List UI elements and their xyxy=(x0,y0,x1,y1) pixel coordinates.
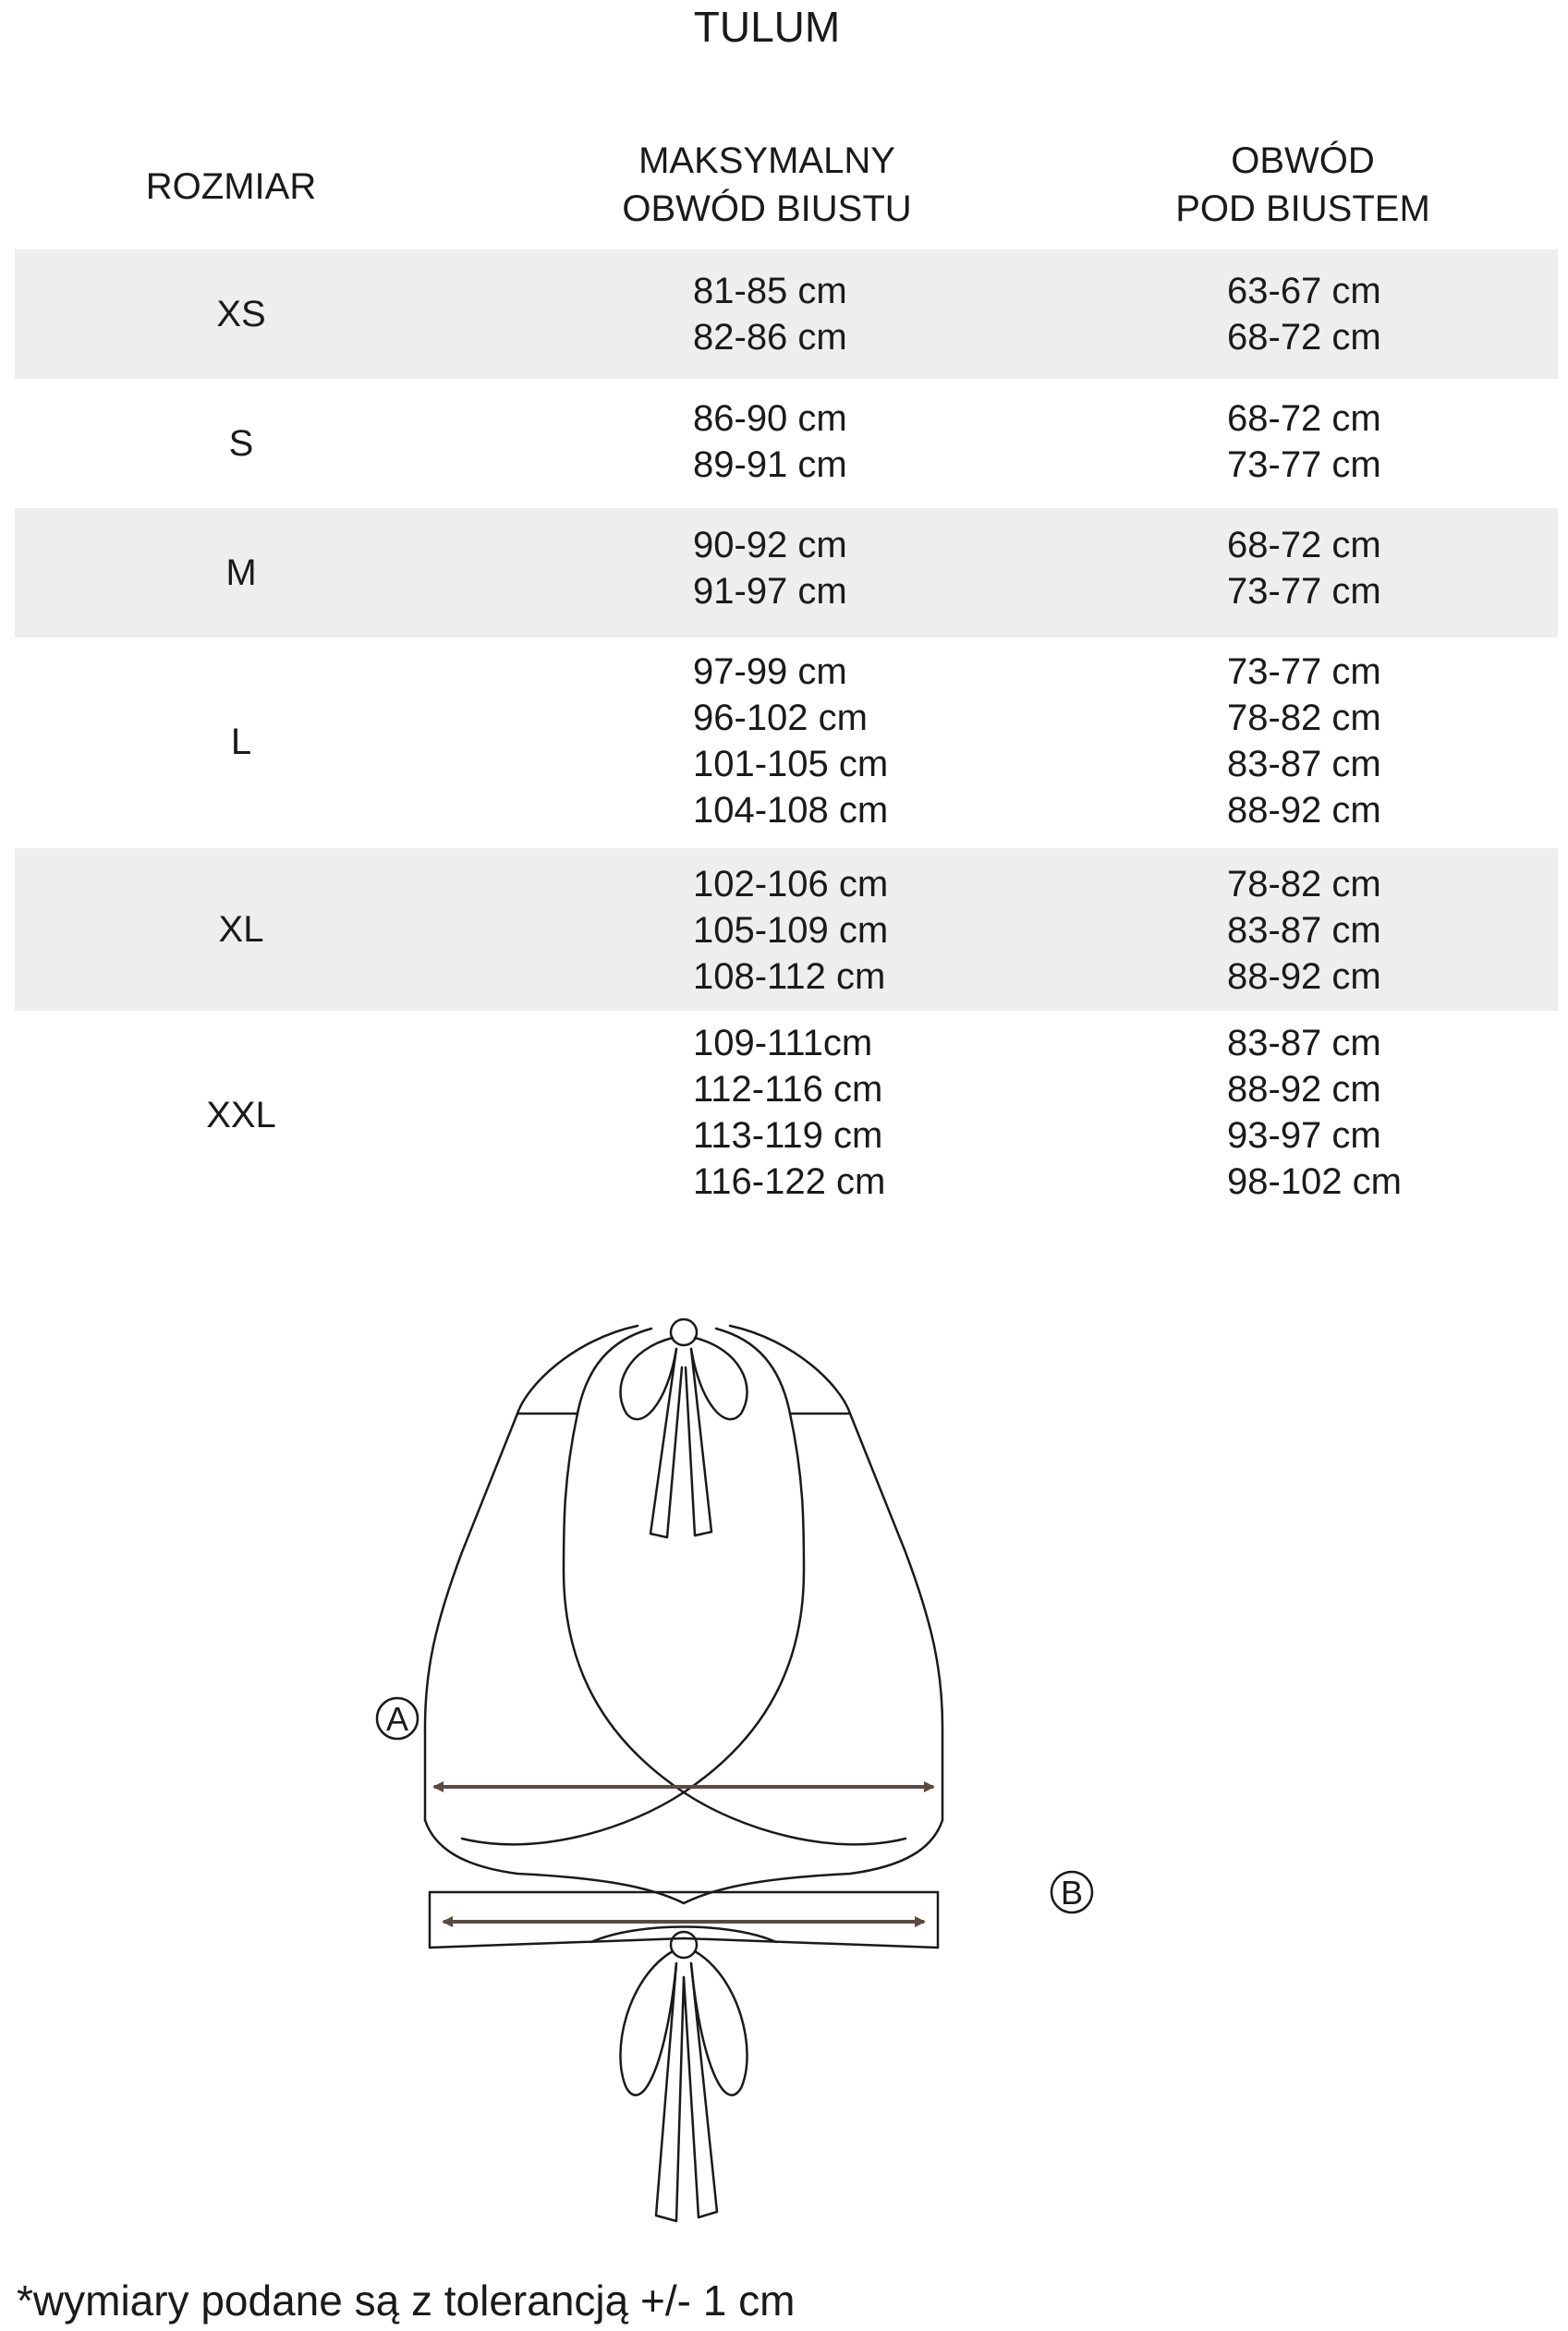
right-inner-strap xyxy=(716,1329,790,1414)
measurement-a-label: A xyxy=(385,1700,409,1738)
underbust-range-cell xyxy=(1227,1020,1560,1205)
bust-range: 104-108 cm xyxy=(693,790,889,831)
bust-range: 86-90 cm xyxy=(693,398,847,439)
left-cup-wrap xyxy=(462,1792,684,1844)
back-tie-left-end xyxy=(656,1963,684,2221)
underbust-range: 68-72 cm xyxy=(1227,525,1381,565)
underbust-range: 83-87 cm xyxy=(1227,744,1381,784)
neck-bow-right-loop xyxy=(691,1338,748,1419)
bust-range: 90-92 cm xyxy=(693,525,847,565)
header-bust-line: OBWÓD BIUSTU xyxy=(622,188,912,229)
table-row xyxy=(15,249,1558,379)
underbust-range-cell xyxy=(1227,861,1560,1000)
underbust-range: 63-67 cm xyxy=(1227,271,1381,311)
right-halter-strap xyxy=(730,1326,942,1820)
left-halter-strap xyxy=(425,1326,638,1820)
header-underbust-line: POD BIUSTEM xyxy=(1175,188,1430,229)
underbust-range: 73-77 cm xyxy=(1227,444,1381,485)
neck-tie-left-end xyxy=(650,1349,682,1537)
left-inner-strap xyxy=(577,1329,651,1414)
underbust-range: 93-97 cm xyxy=(1227,1115,1381,1156)
left-bodice-hem xyxy=(425,1820,684,1903)
bust-range: 105-109 cm xyxy=(693,910,889,951)
table-row xyxy=(15,379,1558,508)
right-cup-wrap xyxy=(684,1792,906,1844)
bust-range-cell xyxy=(693,395,1155,488)
right-bodice-hem xyxy=(684,1820,942,1903)
size-label: M xyxy=(225,552,257,593)
right-cup-edge xyxy=(684,1414,804,1792)
underbust-range: 73-77 cm xyxy=(1227,571,1381,612)
header-bust xyxy=(591,137,942,233)
size-label: L xyxy=(230,722,252,762)
bust-range: 96-102 cm xyxy=(693,698,868,738)
bust-range: 81-85 cm xyxy=(693,271,847,311)
size-label: XL xyxy=(218,909,264,950)
underbust-range-cell xyxy=(1227,649,1560,833)
back-bow-right-loop xyxy=(691,1951,748,2095)
underbust-range: 98-102 cm xyxy=(1227,1161,1402,1202)
bust-range: 116-122 cm xyxy=(693,1161,886,1202)
underbust-range: 68-72 cm xyxy=(1227,398,1381,439)
bust-range-cell xyxy=(693,861,1155,1000)
table-row xyxy=(15,508,1558,637)
underbust-range-cell xyxy=(1227,395,1560,488)
bust-range-cell xyxy=(693,649,1155,833)
header-bust-line: MAKSYMALNY xyxy=(638,140,895,181)
garment-diagram xyxy=(385,1312,1146,2245)
page-title: TULUM xyxy=(693,3,841,51)
header-underbust-line: OBWÓD xyxy=(1231,140,1375,181)
bust-range-cell xyxy=(693,1020,1155,1205)
bust-range: 82-86 cm xyxy=(693,317,847,358)
underbust-range: 73-77 cm xyxy=(1227,651,1381,692)
size-label: XXL xyxy=(206,1095,276,1135)
bust-range: 101-105 cm xyxy=(693,744,889,784)
underbust-range-cell xyxy=(1227,522,1560,614)
left-cup-edge xyxy=(564,1414,684,1792)
underbust-range: 88-92 cm xyxy=(1227,790,1381,831)
bust-range: 97-99 cm xyxy=(693,651,847,692)
table-row xyxy=(15,848,1558,1011)
bust-range: 108-112 cm xyxy=(693,956,886,997)
underband-bottom xyxy=(430,1938,938,1948)
size-label: S xyxy=(228,423,254,464)
header-underbust xyxy=(1127,137,1478,233)
underbust-range: 68-72 cm xyxy=(1227,317,1381,358)
bust-range-cell xyxy=(693,522,1155,614)
bust-range: 91-97 cm xyxy=(693,571,847,612)
table-row xyxy=(15,637,1558,848)
bust-range: 89-91 cm xyxy=(693,444,847,485)
underbust-range-cell xyxy=(1227,268,1560,360)
underbust-range: 88-92 cm xyxy=(1227,1069,1381,1110)
bust-range-cell xyxy=(693,268,1155,360)
neck-ring xyxy=(671,1319,697,1345)
back-ring xyxy=(671,1932,697,1958)
back-tie-right-end xyxy=(684,1963,717,2217)
tolerance-footnote: *wymiary podane są z tolerancją +/- 1 cm xyxy=(17,2276,796,2325)
table-row xyxy=(15,1011,1558,1221)
header-size: ROZMIAR xyxy=(145,166,317,207)
bust-range: 113-119 cm xyxy=(693,1115,883,1156)
bust-range: 102-106 cm xyxy=(693,864,889,904)
bust-range: 112-116 cm xyxy=(693,1069,883,1110)
bust-range: 109-111cm xyxy=(693,1023,873,1063)
underbust-range: 83-87 cm xyxy=(1227,910,1381,951)
underbust-range: 78-82 cm xyxy=(1227,864,1381,904)
size-label: XS xyxy=(216,294,266,334)
underbust-range: 83-87 cm xyxy=(1227,1023,1381,1063)
underbust-range: 78-82 cm xyxy=(1227,698,1381,738)
underbust-range: 88-92 cm xyxy=(1227,956,1381,997)
measurement-b-label: B xyxy=(1060,1874,1084,1912)
